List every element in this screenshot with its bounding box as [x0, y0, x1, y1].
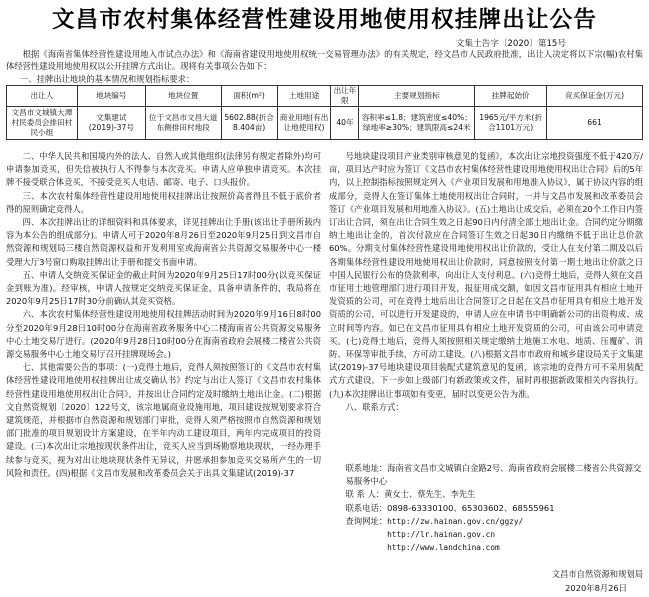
- right-column: [329, 150, 643, 462]
- announcement-title: 文昌市农村集体经营性建设用地使用权挂牌出让公告: [51, 7, 598, 33]
- intro-paragraph: 根据《海南省集体经营性建设用地入市试点办法》和《海南省建设用地使用权统一交易管理办法》的有关规定，经文昌市人民政府批准，出让人决定将以下宗(幅)农村集体经营性建设用地使用权以公开挂牌方式出让。现将有关事项公告如下：: [6, 49, 643, 71]
- header-term: 出让年限: [331, 86, 359, 107]
- contact-block: [329, 462, 643, 554]
- contact-phone: [329, 502, 643, 515]
- query-url-2-row: [329, 528, 643, 541]
- address-label: 联系地址：: [345, 463, 388, 473]
- cell-area: 5602.88(折合8.404亩): [221, 107, 277, 140]
- signature-date: 2020年8月26日: [565, 583, 627, 593]
- phone-label: 联系电话：: [345, 502, 388, 513]
- section-8-heading: 八、联系方式：: [345, 401, 404, 412]
- header-deposit: 竞买保证金(万元): [547, 86, 643, 107]
- cell-land-use: 商业用地(有出让地使用权): [277, 107, 331, 140]
- cell-start-price: 1965元/平方米(折合1101万元): [475, 107, 547, 140]
- query-url-1[interactable]: http://zw.hainan.gov.cn/ggzy/: [387, 516, 524, 526]
- query-url-3-row: [329, 541, 643, 554]
- header-transferor: 出让人: [7, 86, 78, 107]
- left-column: [6, 150, 321, 590]
- phone-value: 0898-63330100、65303602、68555961: [387, 502, 555, 513]
- header-start-price: 挂牌起始价: [475, 86, 547, 107]
- contact-query: [329, 515, 643, 528]
- person-value: 黄女士、蔡先生、李先生: [384, 489, 476, 500]
- section-1-heading: 一、挂牌出让地块的基本情况和规划指标要求：: [20, 74, 195, 84]
- query-url-3[interactable]: http://www.landchina.com: [387, 543, 500, 553]
- cell-term: 40年: [331, 107, 359, 140]
- query-url-2[interactable]: http://lr.hainan.gov.cn: [387, 530, 496, 540]
- header-land-use: 土地用途: [277, 86, 331, 107]
- header-parcel-id: 地块编号: [77, 86, 145, 107]
- cell-planning: 容积率≤1.8；建筑密度≤40%；绿地率≥30%；建筑限高≤24米: [359, 107, 475, 140]
- cell-deposit: 661: [547, 107, 643, 140]
- signature-org: 文昌市自然资源和规划局: [551, 569, 643, 579]
- parcel-table: [6, 85, 643, 140]
- query-label: 查询网址：: [345, 515, 388, 526]
- section-6-paragraph: 六、本次农村集体经营性建设用地使用权挂牌活动时间为2020年9月16日8时00分至2020年9月28日10时00分在海南省政务服务中心二楼海南省公共资源交易服务中心土地交易厅进行。(2020年9月28日10时00分在海南省政府会展楼二楼省公共资源交易服务中心土地交易厅召开挂牌现场会。): [6, 309, 321, 360]
- cell-transferor: 文昌市文城镇大潭村民委员会排田村民小组: [7, 107, 78, 140]
- cell-parcel-id: 文集建试(2019)-37号: [77, 107, 145, 140]
- section-3-paragraph: 三、本次农村集体经营性建设用地使用权挂牌出让按照价高者得且不低于底价者得的原则确定竞得人。: [6, 190, 321, 214]
- header-planning: 主要规划指标: [359, 86, 475, 107]
- section-7-continued-paragraph: 号地块建设项目产业类别审核意见的复函》，本次出让宗地投资强度不低于420万/亩，项目达产时应为签订《文昌市农村集体经营性建设用地使用权出让合同》后的5年内，以上控制指标按照规定列入《产业项目发展和用地准入协议》，属于协议内容的组成部分，竞得人在签订集体土地使用权出让合同时，一并与文昌市发展和改革委员会签订《产业项目发展和用地准入协议》。(五)土地出让成交后，必须在20个工作日内签订出让合同，须在出让合同生效之日起90日内付清全部土地出让金。合同约定分期缴纳土地出让金的，首次付款应在合同签订生效之日起30日内缴纳不低于出让总价款60%。分期支付集体经营性建设用地使用权出让价款的，受让人在支付第二期及以后各期集体经营性建设用地使用权出让价款时，同意按照支付第一期土地出让价款之日中国人民银行公布的贷款利率，向出让人支付利息。(六)竞得土地后，竞得人须在文昌市征用土地管理部门进行项目开发，报征用成交额，如因文昌市征用具有相应土地开发资质的公司，可在竞得土地后出让合同签订之日起在文昌市征用具有相应土地开发资质的公司，可以进行开发建设的，申请人应在申请书中明确新公司的出资构成、成立时间等内容。如已在文昌市征用具有相应土地开发资质的公司，可由该公司申请竞买。(七)竞得土地后，竞得人须按照相关规定缴纳土地施工水电、地质、压覆矿、消防、环保等审批手续，方可动工建设。(八)根据文昌市市政府和城乡建设局关于文集建试(2019)-37号地块建设项目装配式建筑意见的复函，该宗地的竞得方可不采用装配式方式建设。下一步如上级部门有新政策或文件，届时再根据新政策相关内容执行。(九)本次挂牌出让事项如有变更，届时以变更公告为准。: [329, 151, 643, 399]
- header-location: 地块位置: [145, 86, 221, 107]
- table-row: [7, 107, 643, 140]
- person-label: 联 系 人：: [345, 489, 385, 500]
- section-4-paragraph: 四、本次挂牌出让的详细资料和具体要求，详见挂牌出让手册(该出让手册所载内容为本公告的组成部分)。申请人可于2020年8月26日至2020年9月25日到文昌市自然资源和规划局三楼自然资源权益和开发利用室或海南省公共资源交易服务中心一楼受理大厅3号窗口购取挂牌出让手册和提交书面申请。: [6, 217, 321, 267]
- contact-address: [329, 462, 643, 488]
- section-2-paragraph: 二、中华人民共和国境内外的法人、自然人或其他组织(法律另有规定者除外)均可申请参加竞买，但失信被执行人不得参与本次竞买。申请人应单独申请竞买。本次挂牌不接受联合体竞买，不接受竞买人电话、邮寄、电子、口头报价。: [6, 151, 321, 188]
- table-header-row: [7, 86, 643, 107]
- cell-location: 位于文昌市文昌大道东侧排田村地段: [145, 107, 221, 140]
- contact-person: [329, 488, 643, 501]
- document-number: 文集土告字〔2020〕第15号: [455, 39, 566, 49]
- header-area: 面积(m²): [221, 86, 277, 107]
- section-7-paragraph: 七、其他需要公告的事项：(一)竞得土地后，竞得人须按照签订的《文昌市农村集体经营性建设用地使用权挂牌出让成交确认书》约定与出让人签订《文昌市农村集体经营性建设用地使用权出让合同》，并按出让合同约定及时缴纳土地出让金。(二)根据文自然资规划〔2020〕122号文，该宗地属商业设施用地，项目建设按规划要求符合建筑规范，并根据市自然资源和规划部门审批，竞得人须严格按照市自然资源和规划部门批准的项目规划设计方案建设，在半年内动工建设项目，两年内完成项目的投资建设。(三)本次出让宗地按现状条件出让，竞买人应当到场勘察地块现状，一经办理手续参与竞买，视为对出让地块现状条件无异议，并愿承担参加竞买交易所产生的一切风险和责任。(四)根据《文昌市发展和改革委员会关于出具文集建试(2019)-37: [6, 362, 321, 478]
- section-5-paragraph: 五、申请人交纳竞买保证金的截止时间为2020年9月25日17时00分(以竞买保证金到账为准)。经审核，申请人按规定交纳竞买保证金，具备申请条件的，我局将在2020年9月25日17时30分前确认其竞买资格。: [6, 269, 321, 307]
- address-value: 海南省文昌市文城镇白金路2号、海南省政府会展楼二楼省公共资源交易服务中心: [345, 463, 642, 487]
